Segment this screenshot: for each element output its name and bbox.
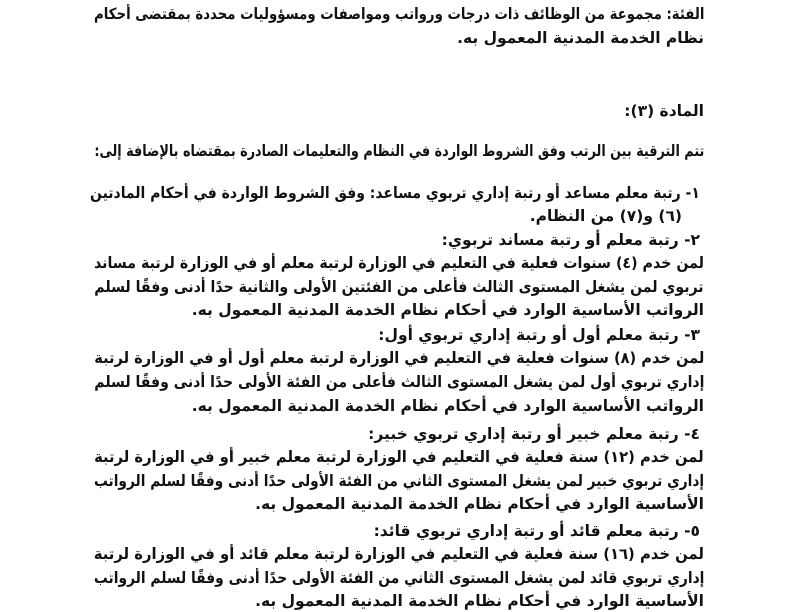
item-2-line-2: تربوي لمن يشغل المستوى الثالث فأعلى من الفئتين الأولى والثانية حدًا أدنى وفقًا لسلم [94, 278, 704, 296]
item-3-line-2: إداري تربوي أول لمن يشغل المستوى الثالث فأعلى من الفئة الأولى حدًا أدنى وفقًا لسلم [93, 373, 704, 391]
item-2-line-1: لمن خدم (٤) سنوات فعلية في التعليم في الوزارة لرتبة معلم أو في الوزارة لرتبة مساند [93, 254, 704, 272]
item-2-heading: ٢- رتبة معلم أو رتبة مساند تربوي: [441, 231, 700, 249]
item-2-line-3: الرواتب الأساسية الوارد في أحكام نظام الخدمة المدنية المعمول به. [191, 301, 704, 319]
item-4-line-2: إداري تربوي خبير لمن يشغل المستوى الثاني من الفئة الأولى حدًا أدنى وفقًا لسلم الرواتب [93, 472, 704, 490]
item-3-line-3: الرواتب الأساسية الوارد في أحكام نظام الخدمة المدنية المعمول به. [191, 397, 704, 415]
item-4-heading: ٤- رتبة معلم خبير أو رتبة إداري تربوي خبير: [368, 425, 700, 443]
item-4-line-3: الأساسية الوارد في أحكام نظام الخدمة المدنية المعمول به. [255, 495, 704, 513]
item-5-heading: ٥- رتبة معلم قائد أو رتبة إداري تربوي قائد: [373, 522, 700, 540]
article-intro: تتم الترقية بين الرتب وفق الشروط الواردة في النظام والتعليمات الصادرة بمقتضاه بالإضافة إلى: [94, 142, 704, 160]
item-3-line-1: لمن خدم (٨) سنوات فعلية في التعليم في الوزارة لرتبة معلم أول أو في الوزارة لرتبة [93, 349, 704, 367]
item-3-heading: ٣- رتبة معلم أول أو رتبة إداري تربوي أول: [378, 326, 700, 344]
item-1-heading: ١- رتبة معلم مساعد أو رتبة إداري تربوي مساعد: وفق الشروط الواردة في أحكام المادتين [90, 184, 700, 202]
definition-line-2: نظام الخدمة المدنية المعمول به. [457, 29, 704, 47]
item-1-line-1: (٦) و(٧) من النظام. [529, 207, 682, 225]
definition-line-1: الفئة: مجموعة من الوظائف ذات درجات ورواتب ومواصفات ومسؤوليات محددة بمقتضى أحكام [93, 5, 704, 23]
item-4-line-1: لمن خدم (١٢) سنة فعلية في التعليم في الوزارة لرتبة معلم خبير أو في الوزارة لرتبة [94, 448, 704, 466]
item-5-line-3: الأساسية الوارد في أحكام نظام الخدمة المدنية المعمول به. [255, 592, 704, 610]
item-5-line-2: إداري تربوي قائد لمن يشغل المستوى الثاني من الفئة الأولى حدًا أدنى وفقًا لسلم الرواتب [93, 569, 704, 587]
article-title: المادة (٣): [624, 102, 704, 120]
item-5-line-1: لمن خدم (١٦) سنة فعلية في التعليم في الوزارة لرتبة معلم قائد أو في الوزارة لرتبة [93, 545, 704, 563]
